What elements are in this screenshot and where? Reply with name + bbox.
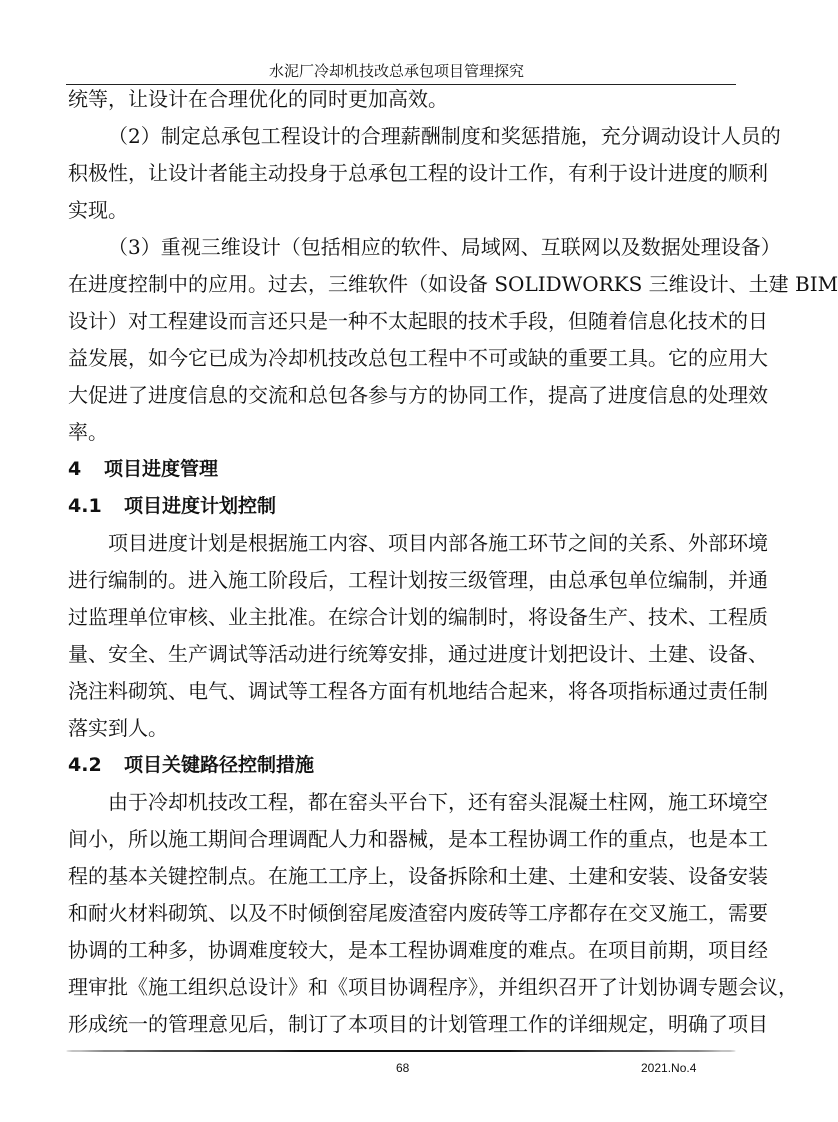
- section-number: 4.2: [68, 754, 102, 776]
- section-heading-4: [68, 451, 733, 488]
- section-title: 项目进度管理: [104, 458, 219, 480]
- paragraph-line: 率。: [68, 420, 108, 444]
- page-number: 68: [396, 1061, 410, 1075]
- paragraph-line: 间小，所以施工期间合理调配人力和器械，是本工程协调工作的重点，也是本工: [68, 827, 768, 851]
- paragraph-line: （2）制定总承包工程设计的合理薪酬制度和奖惩措施，充分调动设计人员的: [108, 124, 781, 148]
- section-number: 4.1: [68, 495, 102, 517]
- paragraph-line: 项目进度计划是根据施工内容、项目内部各施工环节之间的关系、外部环境: [108, 531, 768, 555]
- document-body: [68, 81, 838, 1043]
- paragraph-line: 进行编制的。进入施工阶段后，工程计划按三级管理，由总承包单位编制，并通: [68, 568, 768, 592]
- section-title: 项目进度计划控制: [124, 495, 277, 517]
- paragraph-line: 过监理单位审核、业主批准。在综合计划的编制时，将设备生产、技术、工程质: [68, 605, 768, 629]
- paragraph-line: 理审批《施工组织总设计》和《项目协调程序》，并组织召开了计划协调专题会议，: [68, 975, 798, 999]
- section-heading-4-1: [68, 488, 733, 525]
- section-number: 4: [68, 458, 82, 480]
- paragraph-line: 设计）对工程建设而言还只是一种不太起眼的技术手段，但随着信息化技术的日: [68, 309, 768, 333]
- section-heading-4-2: [68, 747, 733, 784]
- paragraph-line: 浇注料砌筑、电气、调试等工程各方面有机地结合起来，将各项指标通过责任制: [68, 679, 768, 703]
- paragraph-line: 大促进了进度信息的交流和总包各参与方的协同工作，提高了进度信息的处理效: [68, 383, 768, 407]
- section-title: 项目关键路径控制措施: [124, 754, 315, 776]
- paragraph-line: 益发展，如今它已成为冷却机技改总包工程中不可或缺的重要工具。它的应用大: [68, 346, 768, 370]
- paragraph-line: 在进度控制中的应用。过去，三维软件（如设备 SOLIDWORKS 三维设计、土建 BIM: [68, 272, 838, 296]
- issue-label: 2021.No.4: [641, 1061, 697, 1075]
- paragraph-line: 协调的工种多，协调难度较大，是本工程协调难度的难点。在项目前期，项目经: [68, 938, 768, 962]
- paragraph-line: 积极性，让设计者能主动投身于总承包工程的设计工作，有利于设计进度的顺利: [68, 161, 768, 185]
- paragraph-line: 由于冷却机技改工程，都在窑头平台下，还有窑头混凝土柱网，施工环境空: [108, 790, 768, 814]
- paragraph-line: 量、安全、生产调试等活动进行统筹安排，通过进度计划把设计、土建、设备、: [68, 642, 768, 666]
- running-header: 水泥厂冷却机技改总承包项目管理探究: [268, 62, 524, 80]
- paragraph-line: 和耐火材料砌筑、以及不时倾倒窑尾废渣窑内废砖等工序都存在交叉施工，需要: [68, 901, 768, 925]
- paragraph-line: 形成统一的管理意见后，制订了本项目的计划管理工作的详细规定，明确了项目: [68, 1012, 768, 1036]
- paragraph-line: 统等，让设计在合理优化的同时更加高效。: [68, 87, 448, 111]
- paragraph-line: 落实到人。: [68, 716, 168, 740]
- footer-rule: [66, 1050, 736, 1052]
- paragraph-line: （3）重视三维设计（包括相应的软件、局域网、互联网以及数据处理设备）: [108, 235, 781, 259]
- paragraph-line: 实现。: [68, 198, 128, 222]
- paragraph-line: 程的基本关键控制点。在施工工序上，设备拆除和土建、土建和安装、设备安装: [68, 864, 768, 888]
